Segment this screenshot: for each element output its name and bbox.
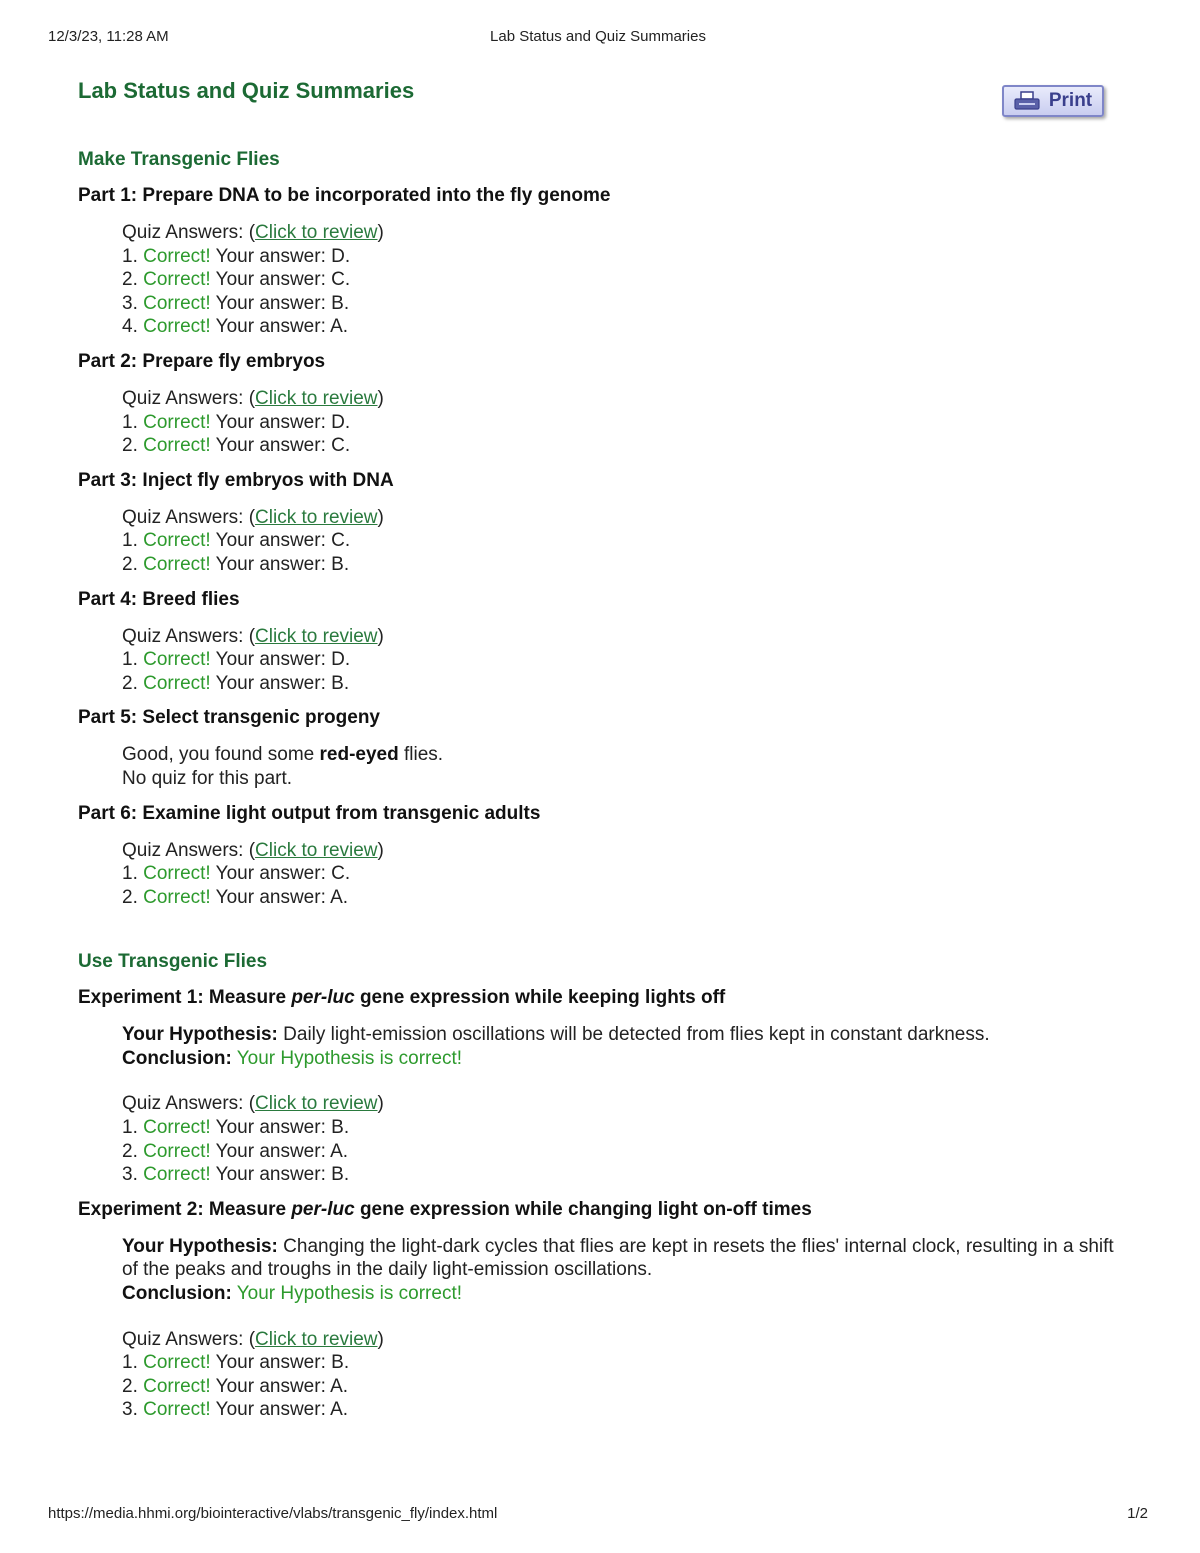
print-url: https://media.hhmi.org/biointeractive/vlabs/transgenic_fly/index.html	[48, 1505, 498, 1522]
quiz-answer-row	[122, 1351, 1118, 1375]
answer-number: 2.	[122, 1140, 138, 1162]
your-answer-label: Your answer:	[215, 269, 326, 291]
experiment-title-post: gene expression while changing light on-off times	[354, 1198, 812, 1220]
quiz-close: )	[377, 1093, 384, 1115]
answer-letter: C.	[331, 530, 351, 552]
your-answer-label: Your answer:	[215, 649, 326, 671]
part-heading: Part 2: Prepare fly embryos	[78, 350, 326, 372]
conclusion-label: Conclusion:	[122, 1283, 232, 1305]
part-quiz-body	[78, 387, 1118, 458]
quiz-answer-row	[122, 411, 1118, 435]
correct-label: Correct!	[143, 1140, 211, 1162]
conclusion-line	[122, 1047, 1118, 1071]
quiz-answer-row	[122, 434, 1118, 458]
your-answer-label: Your answer:	[215, 316, 326, 338]
experiment-body	[78, 1023, 1118, 1187]
print-footer	[48, 1505, 1148, 1525]
gene-name: per-luc	[291, 987, 355, 1009]
answer-letter: B.	[331, 1164, 350, 1186]
correct-label: Correct!	[143, 1352, 211, 1374]
part-quiz-body	[78, 506, 1118, 577]
no-quiz-text: No quiz for this part.	[122, 767, 293, 789]
part-heading: Part 3: Inject fly embryos with DNA	[78, 469, 394, 491]
quiz-close: )	[377, 387, 384, 409]
correct-label: Correct!	[143, 292, 211, 314]
answer-letter: A.	[330, 886, 349, 908]
quiz-answer-row	[122, 886, 1118, 910]
quiz-close: )	[377, 625, 384, 647]
print-page-number: 1/2	[1127, 1505, 1148, 1522]
quiz-label: Quiz Answers: (	[122, 387, 256, 409]
answer-number: 1.	[122, 649, 138, 671]
red-eyed-text: red-eyed	[319, 744, 399, 766]
quiz-close: )	[377, 1328, 384, 1350]
quiz-answer-row	[122, 245, 1118, 269]
experiment-heading	[78, 985, 1118, 1011]
conclusion-label: Conclusion:	[122, 1047, 232, 1069]
your-answer-label: Your answer:	[215, 1399, 326, 1421]
answer-letter: B.	[331, 553, 350, 575]
part6-answer-list	[122, 862, 1118, 909]
quiz-answer-row	[122, 862, 1118, 886]
quiz-answers-line	[122, 625, 1118, 649]
quiz-answer-row	[122, 1163, 1118, 1187]
your-answer-label: Your answer:	[215, 553, 326, 575]
found-pre: Good, you found some	[122, 744, 320, 766]
part-quiz-body	[78, 625, 1118, 696]
your-answer-label: Your answer:	[215, 292, 326, 314]
quiz-answer-row	[122, 1116, 1118, 1140]
answer-number: 3.	[122, 292, 138, 314]
printer-icon	[1014, 91, 1040, 111]
part5-heading: Part 5: Select transgenic progeny	[78, 707, 380, 729]
correct-label: Correct!	[143, 672, 211, 694]
your-answer-label: Your answer:	[215, 1375, 326, 1397]
answer-letter: A.	[330, 1140, 349, 1162]
answer-number: 1.	[122, 1352, 138, 1374]
experiment-title-pre: Experiment 2: Measure	[78, 1198, 292, 1220]
your-answer-label: Your answer:	[215, 245, 326, 267]
quiz-answers-line	[122, 387, 1118, 411]
answer-number: 2.	[122, 672, 138, 694]
correct-label: Correct!	[143, 411, 211, 433]
click-to-review-link[interactable]: Click to review	[255, 387, 378, 409]
click-to-review-link[interactable]: Click to review	[255, 625, 378, 647]
correct-label: Correct!	[143, 316, 211, 338]
answer-letter: B.	[331, 672, 350, 694]
part5-body	[78, 743, 1118, 790]
quiz-answer-row	[122, 1140, 1118, 1164]
correct-label: Correct!	[143, 1117, 211, 1139]
correct-label: Correct!	[143, 245, 211, 267]
hypothesis-label: Your Hypothesis:	[122, 1235, 278, 1257]
quiz-label: Quiz Answers: (	[122, 506, 256, 528]
experiments-list	[78, 975, 1118, 1422]
answer-number: 1.	[122, 411, 138, 433]
quiz-label: Quiz Answers: (	[122, 222, 256, 243]
click-to-review-link[interactable]: Click to review	[255, 506, 378, 528]
your-answer-label: Your answer:	[215, 1352, 326, 1374]
quiz-answers-line	[122, 221, 1118, 245]
answer-number: 1.	[122, 245, 138, 267]
click-to-review-link[interactable]: Click to review	[255, 839, 378, 861]
quiz-label: Quiz Answers: (	[122, 839, 256, 861]
hypothesis-line	[122, 1023, 1118, 1047]
part-quiz-body	[78, 221, 1118, 339]
quiz-answer-row	[122, 1398, 1118, 1422]
quiz-answers-line	[122, 506, 1118, 530]
page-content	[78, 76, 1118, 1422]
correct-label: Correct!	[143, 863, 211, 885]
quiz-close: )	[377, 222, 384, 243]
correct-label: Correct!	[143, 649, 211, 671]
quiz-answers-line	[122, 839, 1118, 863]
quiz-answer-row	[122, 268, 1118, 292]
print-date: 12/3/23, 11:28 AM	[48, 28, 169, 45]
answer-letter: B.	[331, 1352, 350, 1374]
quiz-answer-row	[122, 1375, 1118, 1399]
your-answer-label: Your answer:	[215, 435, 326, 457]
click-to-review-link[interactable]: Click to review	[255, 222, 378, 243]
correct-label: Correct!	[143, 553, 211, 575]
found-flies-line	[122, 743, 1118, 767]
part-heading: Part 4: Breed flies	[78, 588, 240, 610]
correct-label: Correct!	[143, 435, 211, 457]
correct-label: Correct!	[143, 1375, 211, 1397]
quiz-answer-row	[122, 315, 1118, 339]
quiz-label: Quiz Answers: (	[122, 625, 256, 647]
hypothesis-label: Your Hypothesis:	[122, 1024, 278, 1046]
answer-letter: A.	[330, 1399, 349, 1421]
make-parts-list	[78, 173, 1118, 695]
answer-letter: C.	[331, 435, 351, 457]
answer-number: 1.	[122, 1117, 138, 1139]
quiz-label: Quiz Answers: (	[122, 1328, 256, 1350]
part-heading: Part 1: Prepare DNA to be incorporated into the fly genome	[78, 185, 611, 206]
answer-letter: A.	[330, 316, 349, 338]
quiz-label: Quiz Answers: (	[122, 1093, 256, 1115]
answer-letter: B.	[331, 1117, 350, 1139]
your-answer-label: Your answer:	[215, 886, 326, 908]
print-button-label: Print	[1048, 90, 1093, 111]
your-answer-label: Your answer:	[215, 530, 326, 552]
answer-letter: C.	[331, 269, 351, 291]
quiz-answer-row	[122, 672, 1118, 696]
quiz-close: )	[377, 839, 384, 861]
answer-number: 3.	[122, 1164, 138, 1186]
your-answer-label: Your answer:	[215, 1117, 326, 1139]
click-to-review-link[interactable]: Click to review	[255, 1093, 378, 1115]
conclusion-line	[122, 1282, 1118, 1306]
correct-label: Correct!	[143, 1164, 211, 1186]
experiment-title-post: gene expression while keeping lights off	[354, 987, 726, 1009]
answer-number: 2.	[122, 553, 138, 575]
gene-name: per-luc	[291, 1198, 355, 1220]
hypothesis-line	[122, 1235, 1118, 1282]
quiz-answer-row	[122, 648, 1118, 672]
quiz-answers-line	[122, 1328, 1118, 1352]
conclusion-text: Your Hypothesis is correct!	[236, 1047, 463, 1069]
answer-letter: D.	[331, 245, 351, 267]
click-to-review-link[interactable]: Click to review	[255, 1328, 378, 1350]
quiz-answer-row	[122, 553, 1118, 577]
your-answer-label: Your answer:	[215, 1140, 326, 1162]
answer-number: 2.	[122, 886, 138, 908]
answer-letter: D.	[331, 411, 351, 433]
make-transgenic-heading: Make Transgenic Flies	[78, 149, 280, 170]
correct-label: Correct!	[143, 269, 211, 291]
your-answer-label: Your answer:	[215, 411, 326, 433]
answer-letter: C.	[331, 863, 351, 885]
hypothesis-text: Changing the light-dark cycles that flies are kept in resets the flies' internal clock, resulting in a shift of the peaks and troughs in the daily light-emission oscillations.	[122, 1235, 1114, 1281]
page-title: Lab Status and Quiz Summaries	[78, 78, 415, 103]
print-header	[48, 28, 1148, 48]
correct-label: Correct!	[143, 1399, 211, 1421]
part6-body	[78, 839, 1118, 910]
answer-number: 1.	[122, 863, 138, 885]
answer-number: 2.	[122, 435, 138, 457]
found-post: flies.	[398, 744, 444, 766]
your-answer-label: Your answer:	[215, 672, 326, 694]
experiment-body	[78, 1235, 1118, 1422]
answer-number: 2.	[122, 269, 138, 291]
print-page-title: Lab Status and Quiz Summaries	[490, 28, 706, 45]
correct-label: Correct!	[143, 886, 211, 908]
quiz-answer-row	[122, 292, 1118, 316]
quiz-answers-line	[122, 1092, 1118, 1116]
answer-letter: B.	[331, 292, 350, 314]
conclusion-text: Your Hypothesis is correct!	[236, 1283, 463, 1305]
print-button[interactable]	[1002, 85, 1104, 117]
correct-label: Correct!	[143, 530, 211, 552]
answer-number: 1.	[122, 530, 138, 552]
answer-number: 4.	[122, 316, 138, 338]
hypothesis-text: Daily light-emission oscillations will be detected from flies kept in constant darkness.	[283, 1024, 990, 1046]
answer-letter: A.	[330, 1375, 349, 1397]
part6-heading: Part 6: Examine light output from transgenic adults	[78, 802, 541, 824]
answer-number: 2.	[122, 1375, 138, 1397]
your-answer-label: Your answer:	[215, 863, 326, 885]
quiz-answer-row	[122, 529, 1118, 553]
experiment-title-pre: Experiment 1: Measure	[78, 987, 292, 1009]
your-answer-label: Your answer:	[215, 1164, 326, 1186]
experiment-heading	[78, 1197, 1118, 1223]
use-transgenic-heading: Use Transgenic Flies	[78, 951, 268, 973]
answer-number: 3.	[122, 1399, 138, 1421]
quiz-close: )	[377, 506, 384, 528]
answer-letter: D.	[331, 649, 351, 671]
